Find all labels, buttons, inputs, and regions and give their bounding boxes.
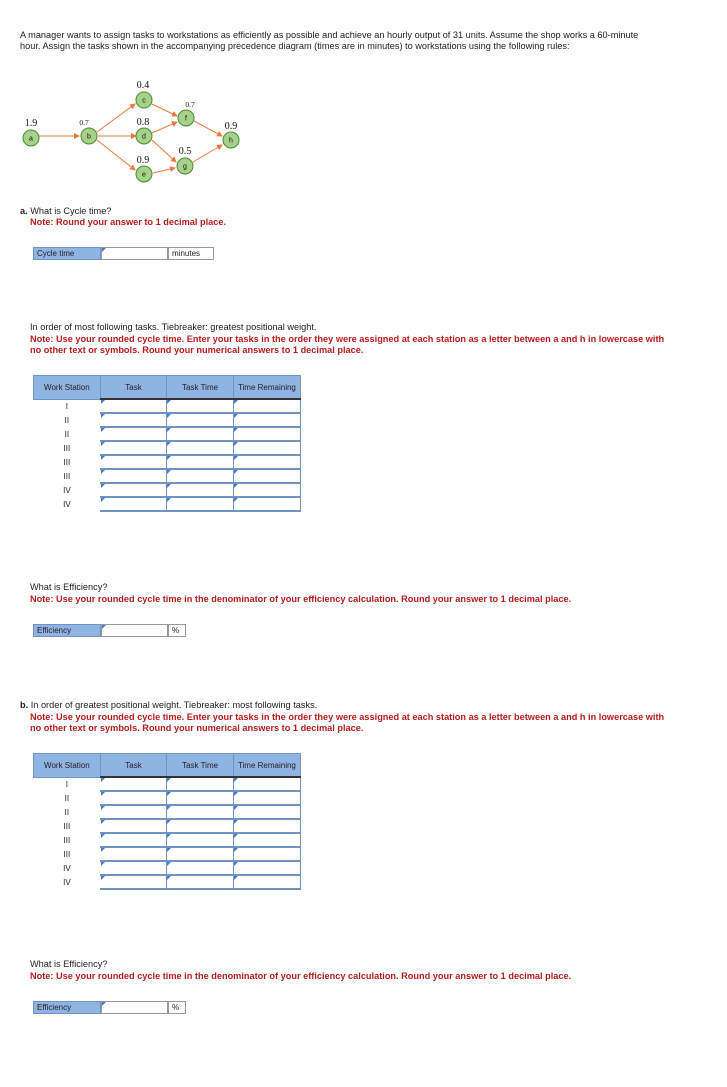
table-row [34, 875, 301, 889]
task-input[interactable] [100, 847, 167, 861]
task-time-input[interactable] [167, 469, 234, 483]
time-remaining-input[interactable] [233, 847, 300, 861]
task-time-input[interactable] [167, 819, 234, 833]
time-remaining-input[interactable] [233, 875, 300, 889]
part-a-question: a. What is Cycle time? [20, 206, 112, 216]
part-b-rule: b. In order of greatest positional weight. Tiebreaker: most following tasks. [20, 700, 318, 710]
task-time-input[interactable] [167, 427, 234, 441]
node-h [223, 121, 239, 148]
task-input[interactable] [100, 497, 167, 511]
header-task: Task [100, 754, 167, 778]
part-a-efficiency-note: Note: Use your rounded cycle time in the denominator of your efficiency calculation. Round your answer to 1 decimal place. [30, 594, 572, 604]
time-remaining-input[interactable] [233, 399, 300, 413]
svg-text:f: f [185, 115, 187, 123]
station-label: III [34, 469, 101, 483]
time-remaining-input[interactable] [233, 833, 300, 847]
node-b [79, 118, 97, 144]
task-input[interactable] [100, 875, 167, 889]
cycle-time-row [33, 247, 214, 260]
station-label: III [34, 847, 101, 861]
station-label: IV [34, 875, 101, 889]
part-b-rule-note: Note: Use your rounded cycle time. Enter your tasks in the order they were assigned at each station as a letter between a and h in lowercase with no other text or symbols. Round your numerical answers to 1 decimal place. [30, 712, 665, 733]
header-task: Task [100, 376, 167, 400]
task-time-input[interactable] [167, 875, 234, 889]
efficiency-label: Efficiency [33, 1001, 101, 1014]
edge-d-f [152, 122, 177, 133]
table-row [34, 819, 301, 833]
task-time-input[interactable] [167, 861, 234, 875]
part-b-efficiency-note: Note: Use your rounded cycle time in the denominator of your efficiency calculation. Round your answer to 1 decimal place. [30, 971, 572, 981]
task-time-input[interactable] [167, 791, 234, 805]
task-time-input[interactable] [167, 497, 234, 511]
svg-text:g: g [183, 163, 187, 171]
edge-d-g [152, 140, 176, 162]
efficiency-unit: % [168, 1001, 186, 1014]
station-label: IV [34, 483, 101, 497]
svg-text:h: h [229, 137, 233, 145]
station-label: III [34, 441, 101, 455]
edge-g-h [193, 145, 222, 162]
station-label: III [34, 819, 101, 833]
station-label: II [34, 791, 101, 805]
table-row [34, 413, 301, 427]
svg-text:0.9: 0.9 [136, 155, 150, 166]
task-time-input[interactable] [167, 399, 234, 413]
part-a-rule: In order of most following tasks. Tiebreaker: greatest positional weight. [30, 322, 317, 332]
table-row [34, 777, 301, 791]
svg-text:0.9: 0.9 [224, 121, 238, 132]
efficiency-row-b [33, 1001, 186, 1014]
task-input[interactable] [100, 791, 167, 805]
edge-b-e [97, 140, 135, 170]
station-label: III [34, 833, 101, 847]
task-time-input[interactable] [167, 483, 234, 497]
table-row [34, 483, 301, 497]
task-time-input[interactable] [167, 805, 234, 819]
time-remaining-input[interactable] [233, 791, 300, 805]
time-remaining-input[interactable] [233, 497, 300, 511]
table-row [34, 805, 301, 819]
node-c [136, 80, 152, 108]
header-task-time: Task Time [167, 376, 234, 400]
time-remaining-input[interactable] [233, 413, 300, 427]
svg-text:e: e [142, 171, 146, 179]
task-input[interactable] [100, 777, 167, 791]
time-remaining-input[interactable] [233, 861, 300, 875]
station-label: IV [34, 497, 101, 511]
task-input[interactable] [100, 861, 167, 875]
header-time-remaining: Time Remaining [233, 754, 300, 778]
time-remaining-input[interactable] [233, 483, 300, 497]
svg-text:1.9: 1.9 [24, 118, 38, 129]
time-remaining-input[interactable] [233, 805, 300, 819]
node-d [136, 117, 152, 144]
part-a-efficiency-question: What is Efficiency? [30, 582, 108, 592]
efficiency-unit: % [168, 624, 186, 637]
svg-text:0.7: 0.7 [79, 118, 89, 127]
node-g [177, 146, 193, 174]
part-a-rule-note: Note: Use your rounded cycle time. Enter your tasks in the order they were assigned at each station as a letter between a and h in lowercase with no other text or symbols. Round your numerical answers to 1 decimal place. [30, 334, 665, 355]
part-b-efficiency-question: What is Efficiency? [30, 959, 108, 969]
part-a-note: Note: Round your answer to 1 decimal place. [30, 217, 227, 227]
cycle-time-input[interactable] [101, 247, 168, 260]
time-remaining-input[interactable] [233, 819, 300, 833]
svg-text:d: d [142, 133, 146, 141]
task-time-input[interactable] [167, 441, 234, 455]
efficiency-label: Efficiency [33, 624, 101, 637]
cycle-time-label: Cycle time [33, 247, 101, 260]
station-label: II [34, 427, 101, 441]
table-row [34, 469, 301, 483]
node-e [136, 155, 152, 182]
task-time-input[interactable] [167, 777, 234, 791]
table-row [34, 497, 301, 511]
table-row [34, 847, 301, 861]
station-label: I [34, 777, 101, 791]
precedence-diagram [0, 74, 260, 194]
svg-text:a: a [29, 135, 33, 143]
task-input[interactable] [100, 833, 167, 847]
workstation-table-a [33, 375, 301, 512]
svg-text:b: b [87, 133, 91, 141]
node-f [178, 100, 195, 126]
header-time-remaining: Time Remaining [233, 376, 300, 400]
task-input[interactable] [100, 805, 167, 819]
intro-text: A manager wants to assign tasks to workstations as efficiently as possible and achieve an hourly output of 31 units. Assume the shop works a 60-minute hour. Assign the tasks shown in the accompanying precedence diagram (times are in minutes) to workstations using the following rules: [20, 30, 639, 51]
edge-e-g [153, 168, 175, 173]
task-input[interactable] [100, 441, 167, 455]
edge-c-f [152, 104, 177, 116]
time-remaining-input[interactable] [233, 441, 300, 455]
edge-b-c [97, 104, 135, 132]
station-label: I [34, 399, 101, 413]
table-row [34, 399, 301, 413]
workstation-table-b [33, 753, 301, 890]
task-input[interactable] [100, 455, 167, 469]
task-time-input[interactable] [167, 455, 234, 469]
svg-text:0.7: 0.7 [185, 100, 195, 109]
task-input[interactable] [100, 469, 167, 483]
station-label: IV [34, 861, 101, 875]
time-remaining-input[interactable] [233, 469, 300, 483]
table-row [34, 427, 301, 441]
table-row [34, 791, 301, 805]
svg-text:0.8: 0.8 [136, 117, 150, 128]
cycle-time-unit: minutes [168, 247, 214, 260]
station-label: II [34, 413, 101, 427]
station-label: II [34, 805, 101, 819]
svg-text:0.5: 0.5 [178, 146, 192, 157]
time-remaining-input[interactable] [233, 427, 300, 441]
header-task-time: Task Time [167, 754, 234, 778]
task-time-input[interactable] [167, 833, 234, 847]
station-label: III [34, 455, 101, 469]
efficiency-input[interactable] [101, 624, 168, 637]
time-remaining-input[interactable] [233, 455, 300, 469]
efficiency-row-a [33, 624, 186, 637]
task-input[interactable] [100, 427, 167, 441]
header-work-station: Work Station [34, 376, 101, 400]
time-remaining-input[interactable] [233, 777, 300, 791]
header-work-station: Work Station [34, 754, 101, 778]
efficiency-input[interactable] [101, 1001, 168, 1014]
table-row [34, 455, 301, 469]
task-time-input[interactable] [167, 847, 234, 861]
task-input[interactable] [100, 819, 167, 833]
table-row [34, 833, 301, 847]
task-time-input[interactable] [167, 413, 234, 427]
table-row [34, 441, 301, 455]
table-row [34, 861, 301, 875]
node-a [23, 118, 39, 146]
task-input[interactable] [100, 399, 167, 413]
svg-text:0.4: 0.4 [136, 80, 150, 91]
svg-text:c: c [142, 97, 146, 105]
edge-f-h [194, 121, 222, 136]
task-input[interactable] [100, 413, 167, 427]
task-input[interactable] [100, 483, 167, 497]
